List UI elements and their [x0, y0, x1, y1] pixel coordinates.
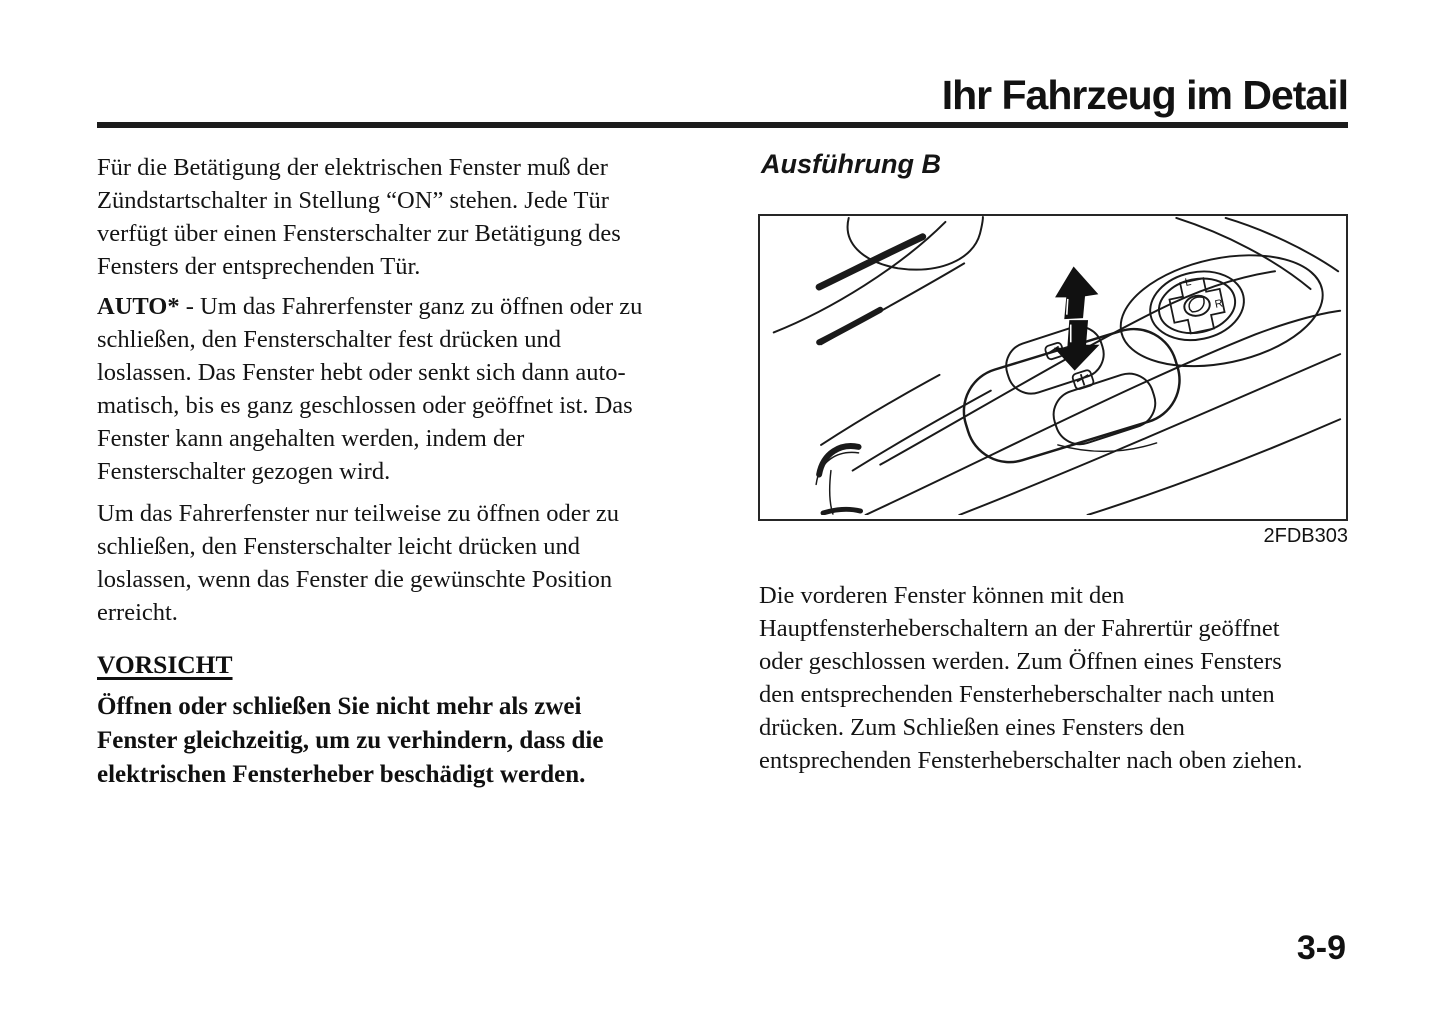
arrow-highlight — [1067, 299, 1068, 315]
text-line: Öffnen oder schließen Sie nicht mehr als zwei — [97, 693, 582, 720]
figure-code: 2FDB303 — [1263, 525, 1348, 547]
door-panel-drawing — [760, 216, 1342, 515]
arrow-up-icon — [1056, 267, 1097, 318]
text-line: Fenster gleichzeitig, um zu verhindern, dass die — [97, 727, 604, 754]
pocket-bottom-arc — [823, 509, 860, 513]
text-line: den entsprechenden Fensterheberschalter nach unten — [759, 681, 1275, 708]
page-title: Ihr Fahrzeug im Detail — [941, 72, 1348, 118]
paragraph-auto-function — [97, 290, 707, 488]
text-line: Um das Fahrerfenster nur teilweise zu öffnen oder zu — [97, 500, 620, 527]
text-line: loslassen, wenn das Fenster die gewünschte Position — [97, 566, 613, 593]
text-line: entsprechenden Fensterheberschalter nach oben ziehen. — [759, 747, 1303, 774]
text-span: - Um das Fahrerfenster ganz zu öffnen oder zu — [179, 293, 643, 320]
text-line: loslassen. Das Fenster hebt oder senkt sich dann auto- — [97, 359, 626, 386]
text-line: drücken. Zum Schließen eines Fensters den — [759, 714, 1185, 741]
caution-block — [97, 650, 707, 792]
mirror-control-knob — [1144, 263, 1251, 348]
caution-heading: VORSICHT — [97, 650, 233, 679]
door-switch-illustration — [758, 214, 1348, 521]
text-line: Für die Betätigung der elektrischen Fenster muß der — [97, 154, 608, 181]
panel-line — [853, 391, 991, 471]
text-line: Die vorderen Fenster können mit den — [759, 582, 1125, 609]
pocket-side-line — [830, 471, 833, 514]
window-switch-front — [1000, 320, 1110, 399]
left-column — [97, 151, 707, 792]
text-line: oder geschlossen werden. Zum Öffnen eines Fensters — [759, 648, 1282, 675]
variant-heading: Ausführung B — [761, 149, 941, 179]
text-line: Hauptfensterheberschaltern an der Fahrertür geöffnet — [759, 615, 1280, 642]
paragraph-front-windows — [759, 579, 1359, 777]
title-rule — [97, 122, 1348, 128]
mirror-knob-label-left: L — [1183, 275, 1193, 289]
text-line: elektrischen Fensterheber beschädigt werden. — [97, 761, 586, 788]
sill-shadow-line — [819, 310, 880, 343]
panel-line — [821, 375, 939, 445]
text-line: matisch, bis es ganz geschlossen oder geöffnet ist. Das — [97, 392, 633, 419]
mirror-knob-label-right: R — [1213, 297, 1224, 311]
text-line — [97, 290, 707, 323]
text-line: Zündstartschalter in Stellung “ON” stehen. Jede Tür — [97, 187, 609, 214]
text-line: Fenster kann angehalten werden, indem der — [97, 425, 525, 452]
handle-shadow-line — [819, 237, 923, 287]
text-line: verfügt über einen Fensterschalter zur Betätigung des — [97, 220, 621, 247]
text-line: schließen, den Fensterschalter fest drücken und — [97, 326, 561, 353]
text-line: schließen, den Fensterschalter leicht drücken und — [97, 533, 581, 560]
page-number: 3-9 — [1296, 929, 1346, 967]
auto-lead-label: AUTO* — [97, 293, 180, 320]
armrest-bottom-edge — [865, 311, 1340, 515]
text-line: erreicht. — [97, 599, 178, 626]
door-edge-curve — [1088, 419, 1341, 515]
paragraph-partial-open — [97, 497, 707, 629]
text-line: Fensterschalter gezogen wird. — [97, 458, 391, 485]
right-column-paragraph — [759, 579, 1359, 777]
mirror-pod-outline — [1110, 238, 1333, 383]
text-line: Fensters der entsprechenden Tür. — [97, 253, 421, 280]
door-edge-curve — [959, 354, 1340, 515]
paragraph-window-operation — [97, 151, 707, 283]
